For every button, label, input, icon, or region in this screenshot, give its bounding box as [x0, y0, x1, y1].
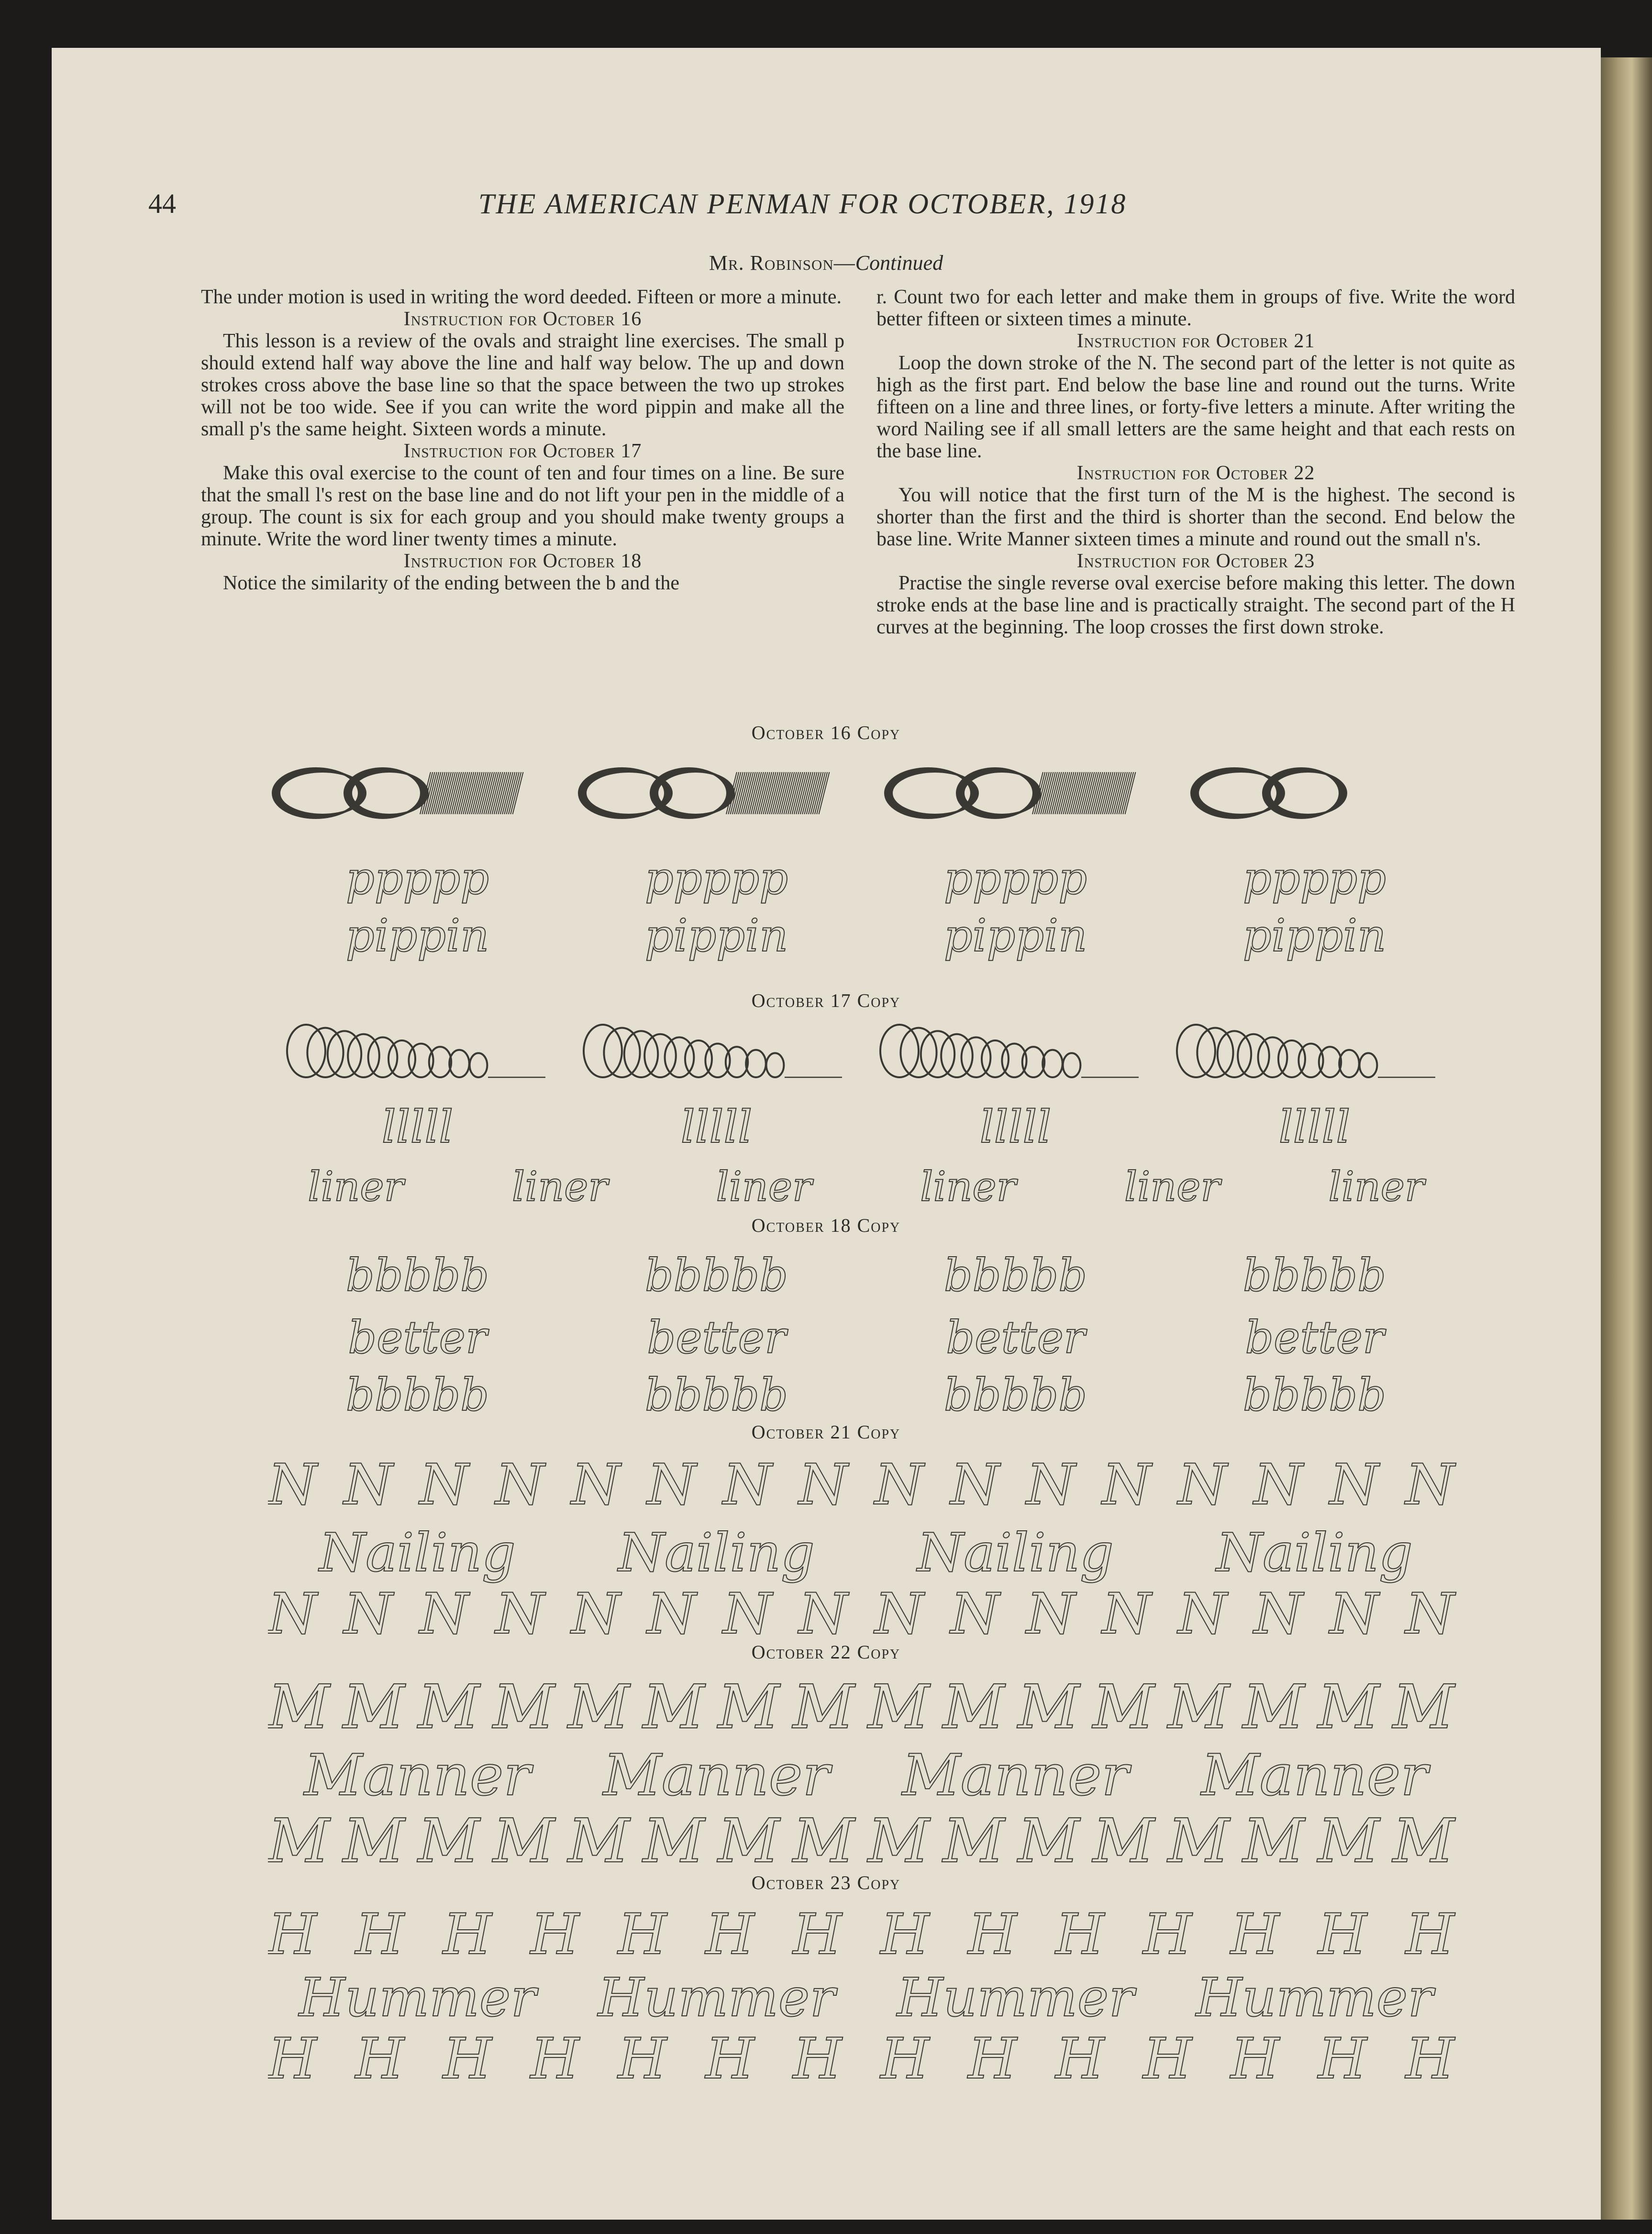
- script-word: pippin: [644, 910, 788, 962]
- script-word: lllll: [381, 1101, 454, 1153]
- script-word: bbbbb: [345, 1369, 489, 1421]
- script-word: Nailing: [618, 1522, 815, 1584]
- script-word: Nailing: [917, 1522, 1114, 1584]
- script-word: better: [348, 1312, 487, 1364]
- oval-straight-line-exercise: [268, 756, 1464, 828]
- script-word: ppppp: [1242, 852, 1386, 905]
- script-word: bbbbb: [943, 1250, 1087, 1302]
- copy-heading-oct16: October 16 Copy: [751, 722, 901, 743]
- script-row-capital-h: [268, 1904, 1464, 1966]
- script-row-pippin: [268, 909, 1464, 962]
- copy-heading-oct22: October 22 Copy: [751, 1641, 901, 1663]
- script-word: Hummer: [598, 1967, 835, 2029]
- script-letters: M M M M M M M M M M M M M M M M: [268, 1808, 1454, 1876]
- script-letters: M M M M M M M M M M M M M M M M: [268, 1674, 1454, 1742]
- paragraph: r. Count two for each letter and make them in groups of five. Write the word better fifteen or sixteen times a minute.: [876, 286, 1515, 330]
- instruction-heading-oct21: Instruction for October 21: [1076, 330, 1315, 352]
- script-word: pippin: [943, 910, 1087, 962]
- script-word: Hummer: [897, 1967, 1134, 2029]
- instruction-heading-oct23: Instruction for October 23: [1076, 550, 1315, 572]
- compact-oval-exercise: [268, 1024, 1464, 1086]
- section-heading-continued: Continued: [855, 251, 943, 275]
- script-letters: H H H H H H H H H H H H H H: [268, 2028, 1454, 2091]
- paragraph: The under motion is used in writing the word deeded. Fifteen or more a minute.: [201, 286, 842, 308]
- script-word: ppppp: [345, 852, 489, 905]
- script-word: liner: [511, 1163, 608, 1211]
- script-row-ppppp: [268, 852, 1464, 904]
- script-word: lllll: [680, 1101, 753, 1153]
- script-row-capital-n: [268, 1454, 1464, 1516]
- instruction-heading-oct22: Instruction for October 22: [1076, 462, 1315, 484]
- script-word: bbbbb: [345, 1250, 489, 1302]
- section-heading: [0, 251, 1652, 275]
- script-row-capital-m: [268, 1674, 1464, 1741]
- script-word: pippin: [345, 910, 489, 962]
- script-word: ppppp: [644, 852, 788, 905]
- instruction-heading-oct16: Instruction for October 16: [403, 308, 642, 330]
- paragraph: Make this oval exercise to the count of ten and four times on a line. Be sure that the small l's rest on the base line and do not lift your pen in the middle of a group. The count is six for each group and you should make twenty groups a minute. Write the word liner twenty times a minute.: [201, 462, 844, 550]
- oval-stroke: [287, 1025, 325, 1077]
- script-row-bbbbb: [268, 1368, 1464, 1421]
- script-row-better: [268, 1311, 1464, 1363]
- oval-stroke: [470, 1053, 488, 1077]
- oval-stroke: [1218, 1031, 1251, 1077]
- script-word: Nailing: [319, 1522, 516, 1584]
- oval-stroke: [1339, 1050, 1359, 1077]
- script-word: Manner: [902, 1743, 1129, 1809]
- oval-stroke: [1177, 1025, 1215, 1077]
- script-letters: N N N N N N N N N N N N N N N N: [268, 1454, 1454, 1517]
- paragraph: Loop the down stroke of the N. The second part of the letter is not quite as high as the first part. End below the base line and round out the turns. Write fifteen on a line and three lines, or forty-five letters a minute. After writing the word Nailing see if all small letters are the same height and that each rests on the base line.: [876, 352, 1515, 462]
- instruction-heading-oct17: Instruction for October 17: [403, 440, 642, 462]
- oval-stroke: [746, 1050, 766, 1077]
- script-row-liner: [254, 1162, 1478, 1215]
- oval-stroke: [1063, 1053, 1081, 1077]
- copy-heading-oct23: October 23 Copy: [751, 1872, 901, 1893]
- left-column: [201, 286, 844, 594]
- script-word: better: [946, 1312, 1085, 1364]
- script-row-manner: [268, 1741, 1464, 1808]
- right-column: [876, 286, 1515, 638]
- script-word: better: [647, 1312, 786, 1364]
- script-word: ppppp: [943, 852, 1087, 905]
- script-row-capital-h: [268, 2028, 1464, 2090]
- script-word: pippin: [1242, 910, 1386, 962]
- section-heading-name: Mr. Robinson—: [709, 251, 855, 275]
- oval-stroke: [880, 1025, 919, 1077]
- script-word: liner: [1328, 1163, 1424, 1211]
- script-word: Manner: [603, 1743, 830, 1809]
- script-word: Manner: [304, 1743, 531, 1809]
- script-word: Hummer: [1196, 1967, 1433, 2029]
- copy-heading-oct17: October 17 Copy: [751, 990, 901, 1011]
- oval-stroke: [1042, 1050, 1063, 1077]
- paragraph: You will notice that the first turn of the M is the highest. The second is shorter than the first and the third is shorter than the second. End below the base line. Write Manner sixteen times a minute and round out the small n's.: [876, 484, 1515, 550]
- oval-stroke: [1360, 1053, 1377, 1077]
- paragraph: Practise the single reverse oval exercise before making this letter. The down stroke ends at the base line and is practically straight. The second part of the H curves at the beginning. The loop crosses the first down stroke.: [876, 572, 1515, 638]
- script-word: bbbbb: [644, 1250, 788, 1302]
- script-word: bbbbb: [1242, 1250, 1386, 1302]
- script-row-capital-m: [268, 1808, 1464, 1875]
- paragraph: Notice the similarity of the ending between the b and the: [223, 572, 680, 594]
- script-word: liner: [716, 1163, 812, 1211]
- oval-stroke: [584, 1025, 622, 1077]
- script-row-hummer: [268, 1966, 1464, 2028]
- script-word: liner: [1124, 1163, 1220, 1211]
- script-word: liner: [308, 1163, 404, 1211]
- script-word: Nailing: [1216, 1522, 1413, 1584]
- book-spine-edge: [1601, 57, 1652, 2220]
- oval-stroke: [766, 1053, 784, 1077]
- script-word: bbbbb: [1242, 1369, 1386, 1421]
- script-word: bbbbb: [943, 1369, 1087, 1421]
- script-word: Hummer: [299, 1967, 536, 2029]
- script-row-nailing: [268, 1521, 1464, 1583]
- oval-stroke: [449, 1050, 469, 1077]
- script-word: better: [1245, 1312, 1384, 1364]
- oval-stroke: [921, 1031, 954, 1077]
- script-row-capital-n: [268, 1583, 1464, 1646]
- instruction-heading-oct18: Instruction for October 18: [403, 550, 642, 572]
- paragraph: This lesson is a review of the ovals and straight line exercises. The small p should extend half way above the line and half way below. The up and down strokes cross above the base line so that the space between the two up strokes will not be too wide. See if you can write the word pippin and make all the small p's the same height. Sixteen words a minute.: [201, 330, 844, 440]
- script-letters: N N N N N N N N N N N N N N N N: [268, 1583, 1454, 1647]
- script-word: lllll: [979, 1101, 1052, 1153]
- script-row-bbbbb: [268, 1249, 1464, 1301]
- script-word: Manner: [1201, 1743, 1428, 1809]
- script-word: lllll: [1278, 1101, 1351, 1153]
- copy-heading-oct21: October 21 Copy: [751, 1421, 901, 1443]
- running-header: THE AMERICAN PENMAN FOR OCTOBER, 1918: [478, 188, 1127, 220]
- script-row-lllll: [268, 1100, 1464, 1153]
- script-letters: H H H H H H H H H H H H H H: [268, 1904, 1454, 1967]
- script-word: bbbbb: [644, 1369, 788, 1421]
- script-word: liner: [920, 1163, 1016, 1211]
- oval-stroke: [624, 1031, 658, 1077]
- page-number: 44: [148, 188, 176, 219]
- copy-heading-oct18: October 18 Copy: [751, 1215, 901, 1236]
- oval-stroke: [328, 1031, 361, 1077]
